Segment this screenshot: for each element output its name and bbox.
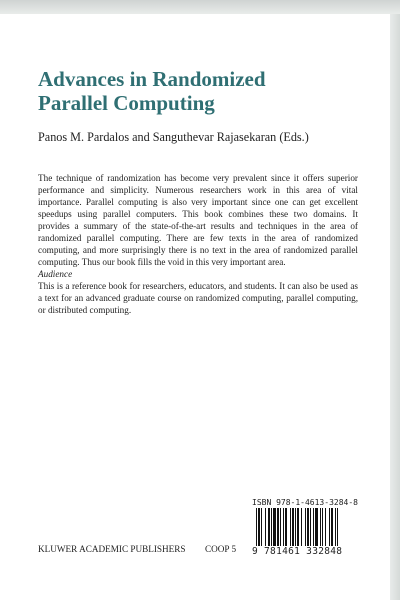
series-code: COOP 5 (205, 544, 237, 554)
audience-paragraph: This is a reference book for researchers, educators, and students. It can also be used as a text for an advanced graduate course on randomized computing, parallel computing, or distributed computing. (38, 281, 358, 315)
isbn-label: ISBN 978-1-4613-3284-8 (252, 498, 358, 507)
top-edge-band (0, 0, 400, 14)
publisher-name: KLUWER ACADEMIC PUBLISHERS (38, 544, 186, 554)
book-title (38, 67, 368, 115)
editors-line: Panos M. Pardalos and Sanguthevar Rajasekaran (Eds.) (38, 130, 309, 144)
audience-heading: Audience (38, 269, 73, 279)
barcode-icon (252, 508, 360, 548)
title-line-2: Parallel Computing (38, 91, 215, 115)
description-paragraph: The technique of randomization has become very prevalent since it offers superior performance and simplicity. Numerous researchers work in this area of vital importance. Parallel computing is also very important since one can get excellent speedups using parallel computers. This book combines these two domains. It provides a summary of the state-of-the-art results and techniques in the area of randomized parallel computing. There are few texts in the area of randomized computing, and more surprisingly there is no text in the area of randomized parallel computing. Thus our book fills the void in this very important area. (38, 173, 358, 267)
right-edge-rail (390, 14, 400, 600)
title-line-1: Advances in Randomized (38, 67, 266, 91)
barcode-number: 9 781461 332848 (252, 546, 343, 557)
